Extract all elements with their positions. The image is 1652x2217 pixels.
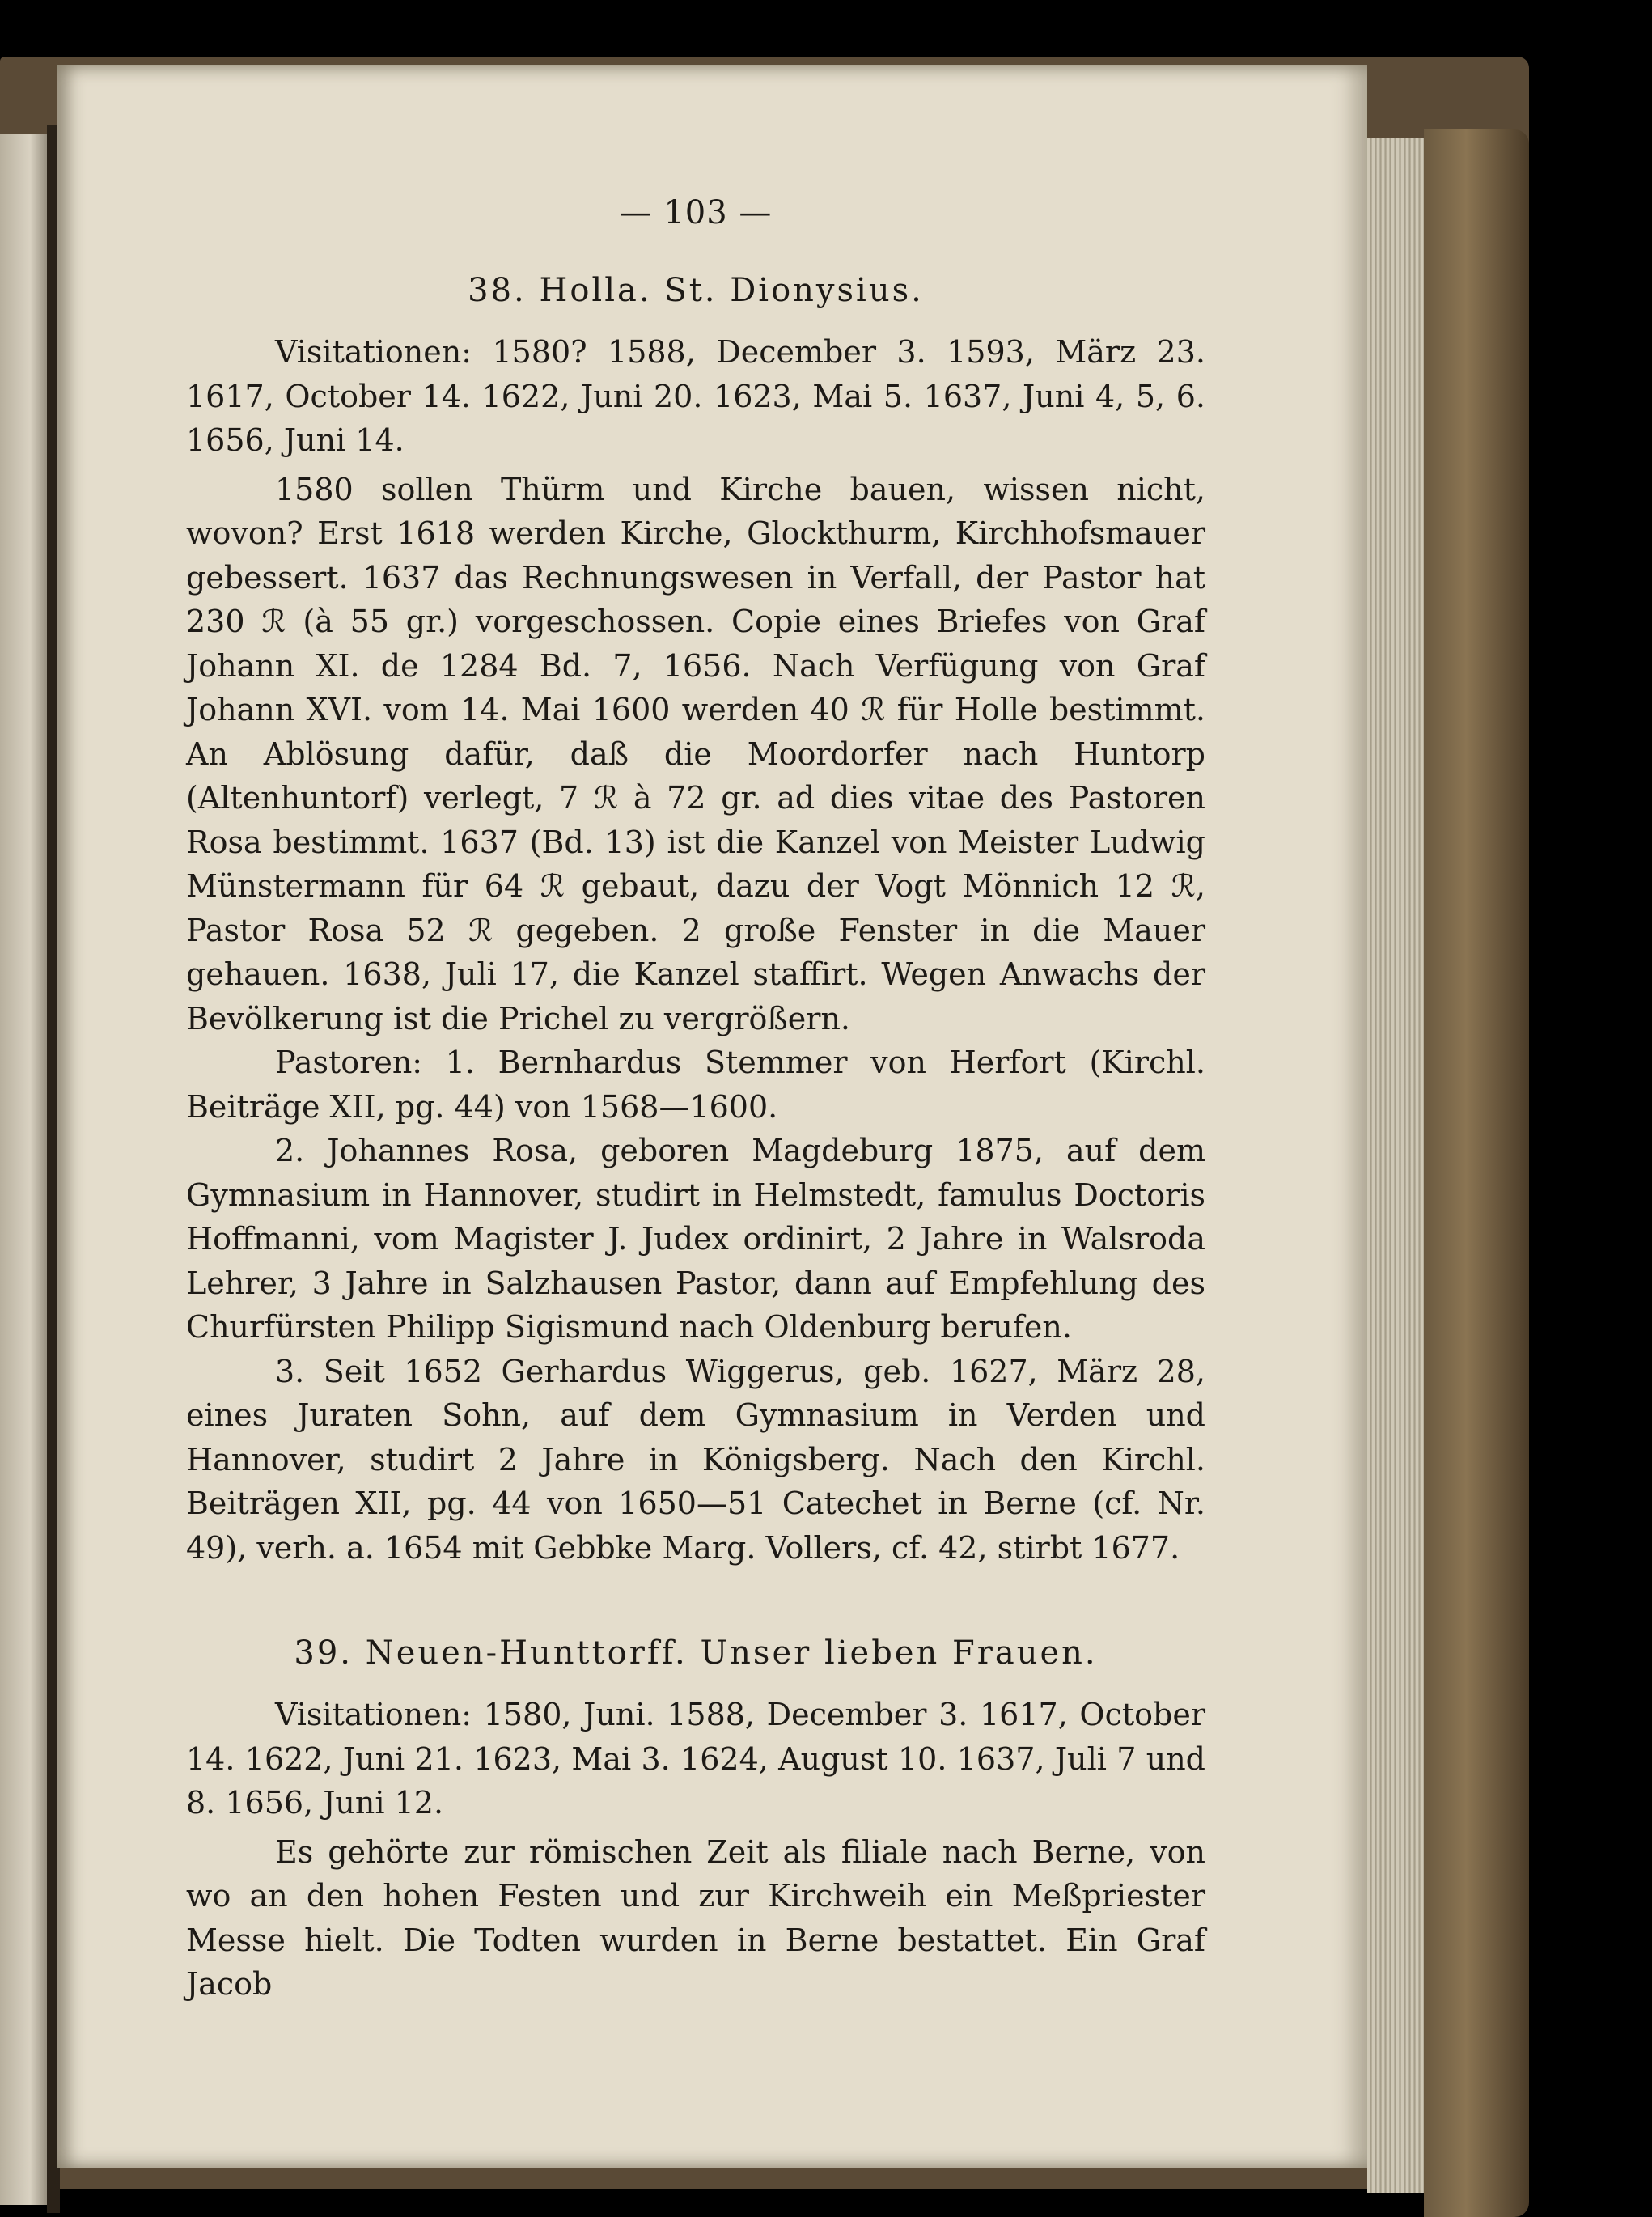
section-heading-39: 39. Neuen-Hunttorff. Unser lieben Frauen.	[294, 1634, 1098, 1672]
visitations-39: Visitationen: 1580, Juni. 1588, December 3. 1617, October 14. 1622, Juni 21. 1623, Mai 3. 1624, August 10. 1637, Juli 7 und 8. 1656, Juni 12.	[186, 1697, 1205, 1821]
book-cover-edge	[1424, 129, 1529, 2217]
left-page-edge	[0, 134, 50, 2205]
page-text	[186, 194, 1205, 2007]
section-heading-38: 38. Holla. St. Dionysius.	[468, 272, 924, 309]
history-paragraph-39: Es gehörte zur römischen Zeit als filiale nach Berne, von wo an den hohen Festen und zur Kirchweih ein Meßpriester Messe hielt. Die Todten wurden in Berne bestattet. Ein Graf Jacob	[186, 1833, 1205, 2002]
visitations-38: Visitationen: 1580? 1588, December 3. 1593, März 23. 1617, October 14. 1622, Juni 20. 1623, Mai 5. 1637, Juni 4, 5, 6. 1656, Juni 14.	[186, 334, 1205, 458]
book-page	[57, 65, 1367, 2168]
pastor-2-paragraph: 2. Johannes Rosa, geboren Magdeburg 1875, auf dem Gymnasium in Hannover, studirt in Helmstedt, famulus Doctoris Hoffmanni, vom Magister J. Judex ordinirt, 2 Jahre in Walsroda Lehrer, 3 Jahre in Salzhausen Pastor, dann auf Empfehlung des Churfürsten Philipp Sigismund nach Oldenburg berufen.	[186, 1133, 1205, 1345]
page-number: — 103 —	[619, 194, 773, 231]
history-paragraph-38: 1580 sollen Thürm und Kirche bauen, wissen nicht, wovon? Erst 1618 werden Kirche, Glockthurm, Kirchhofsmauer gebessert. 1637 das Rechnungswesen in Verfall, der Pastor hat 230 ℛ (à 55 gr.) vorgeschossen. Copie eines Briefes von Graf Johann XI. de 1284 Bd. 7, 1656. Nach Verfügung von Graf Johann XVI. vom 14. Mai 1600 werden 40 ℛ für Holle bestimmt. An Ablösung dafür, daß die Moordorfer nach Huntorp (Altenhuntorf) verlegt, 7 ℛ à 72 gr. ad dies vitae des Pastoren Rosa bestimmt. 1637 (Bd. 13) ist die Kanzel von Meister Ludwig Münstermann für 64 ℛ gebaut, dazu der Vogt Mönnich 12 ℛ, Pastor Rosa 52 ℛ gegeben. 2 große Fenster in die Mauer gehauen. 1638, Juli 17, die Kanzel staffirt. Wegen Anwachs der Bevölkerung ist die Prichel zu vergrößern.	[186, 471, 1205, 1036]
pastors-paragraph-38: Pastoren: 1. Bernhardus Stemmer von Herfort (Kirchl. Beiträge XII, pg. 44) von 1568—1600.	[186, 1045, 1205, 1125]
page-edges	[1367, 138, 1424, 2193]
pastor-3-paragraph: 3. Seit 1652 Gerhardus Wiggerus, geb. 1627, März 28, eines Juraten Sohn, auf dem Gymnasium in Verden und Hannover, studirt 2 Jahre in Königsberg. Nach den Kirchl. Beiträgen XII, pg. 44 von 1650—51 Catechet in Berne (cf. Nr. 49), verh. a. 1654 mit Gebbke Marg. Vollers, cf. 42, stirbt 1677.	[186, 1353, 1205, 1566]
